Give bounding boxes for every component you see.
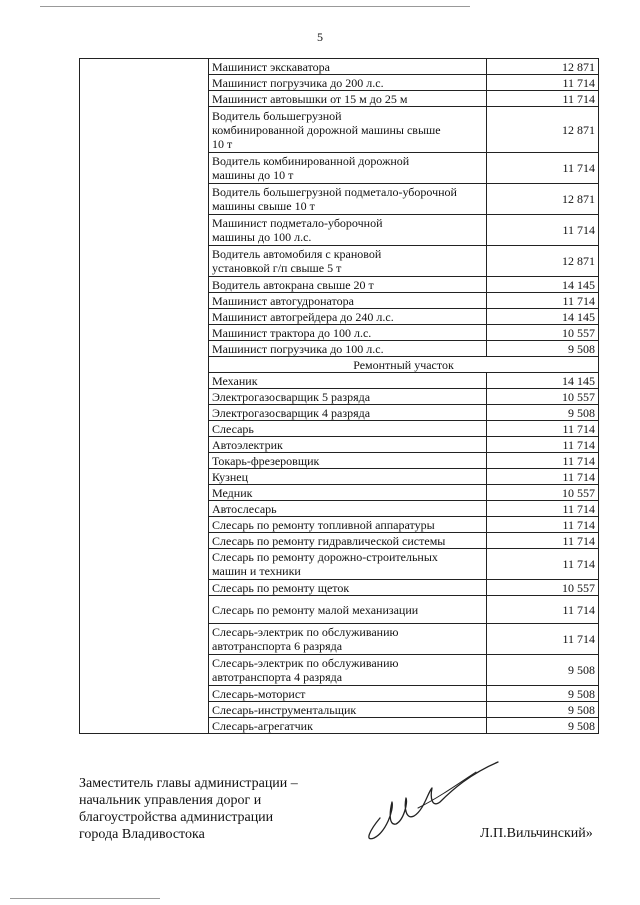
position-title: Медник bbox=[209, 485, 487, 501]
position-title: Автослесарь bbox=[209, 501, 487, 517]
salary-value: 11 714 bbox=[487, 421, 599, 437]
position-title: Машинист погрузчика до 200 л.с. bbox=[209, 75, 487, 91]
footnote-rule bbox=[10, 898, 160, 899]
position-title: Механик bbox=[209, 373, 487, 389]
salary-value: 11 714 bbox=[487, 91, 599, 107]
salary-value: 11 714 bbox=[487, 501, 599, 517]
salary-table bbox=[79, 58, 599, 734]
position-title: Слесарь-инструментальщик bbox=[209, 702, 487, 718]
position-title: Водитель большегрузной комбинированной дорожной машины свыше 10 т bbox=[209, 107, 487, 153]
salary-value: 9 508 bbox=[487, 655, 599, 686]
position-title: Слесарь по ремонту топливной аппаратуры bbox=[209, 517, 487, 533]
salary-value: 10 557 bbox=[487, 580, 599, 596]
position-title: Слесарь bbox=[209, 421, 487, 437]
empty-category-cell bbox=[80, 59, 209, 734]
position-title: Слесарь по ремонту малой механизации bbox=[209, 596, 487, 624]
salary-value: 11 714 bbox=[487, 469, 599, 485]
table-row bbox=[80, 59, 599, 75]
salary-value: 11 714 bbox=[487, 437, 599, 453]
position-title: Машинист автогрейдера до 240 л.с. bbox=[209, 309, 487, 325]
salary-value: 10 557 bbox=[487, 325, 599, 341]
top-rule bbox=[40, 6, 470, 7]
salary-value: 11 714 bbox=[487, 549, 599, 580]
position-title: Слесарь-агрегатчик bbox=[209, 718, 487, 734]
position-title: Машинист автогудронатора bbox=[209, 293, 487, 309]
position-title: Машинист автовышки от 15 м до 25 м bbox=[209, 91, 487, 107]
position-title: Электрогазосварщик 4 разряда bbox=[209, 405, 487, 421]
position-title: Машинист подметало-уборочной машины до 100 л.с. bbox=[209, 215, 487, 246]
salary-value: 11 714 bbox=[487, 624, 599, 655]
salary-value: 12 871 bbox=[487, 184, 599, 215]
position-title: Слесарь по ремонту щеток bbox=[209, 580, 487, 596]
page-number: 5 bbox=[317, 30, 323, 44]
salary-value: 11 714 bbox=[487, 596, 599, 624]
salary-value: 11 714 bbox=[487, 293, 599, 309]
position-title: Слесарь-электрик по обслуживанию автотранспорта 6 разряда bbox=[209, 624, 487, 655]
position-title: Электрогазосварщик 5 разряда bbox=[209, 389, 487, 405]
salary-value: 12 871 bbox=[487, 59, 599, 75]
table-body bbox=[80, 59, 599, 734]
position-title: Слесарь-электрик по обслуживанию автотранспорта 4 разряда bbox=[209, 655, 487, 686]
salary-value: 12 871 bbox=[487, 246, 599, 277]
salary-value: 11 714 bbox=[487, 153, 599, 184]
salary-value: 9 508 bbox=[487, 341, 599, 357]
salary-value: 14 145 bbox=[487, 309, 599, 325]
signature-line-1: Заместитель главы администрации – bbox=[79, 776, 298, 791]
position-title: Слесарь-моторист bbox=[209, 686, 487, 702]
position-title: Водитель комбинированной дорожной машины до 10 т bbox=[209, 153, 487, 184]
salary-value: 9 508 bbox=[487, 686, 599, 702]
salary-value: 9 508 bbox=[487, 405, 599, 421]
salary-value: 14 145 bbox=[487, 277, 599, 293]
position-title: Машинист погрузчика до 100 л.с. bbox=[209, 341, 487, 357]
position-title: Водитель автокрана свыше 20 т bbox=[209, 277, 487, 293]
salary-value: 11 714 bbox=[487, 215, 599, 246]
signature-line-4: города Владивостока bbox=[79, 827, 205, 842]
salary-value: 11 714 bbox=[487, 453, 599, 469]
salary-value: 14 145 bbox=[487, 373, 599, 389]
position-title: Автоэлектрик bbox=[209, 437, 487, 453]
position-title: Машинист трактора до 100 л.с. bbox=[209, 325, 487, 341]
position-title: Водитель большегрузной подметало-уборочной машины свыше 10 т bbox=[209, 184, 487, 215]
position-title: Токарь-фрезеровщик bbox=[209, 453, 487, 469]
position-title: Кузнец bbox=[209, 469, 487, 485]
salary-value: 10 557 bbox=[487, 389, 599, 405]
signature-block bbox=[79, 775, 298, 843]
salary-value: 11 714 bbox=[487, 533, 599, 549]
signature-line-2: начальник управления дорог и bbox=[79, 793, 262, 808]
salary-value: 11 714 bbox=[487, 517, 599, 533]
salary-value: 9 508 bbox=[487, 702, 599, 718]
position-title: Водитель автомобиля с крановой установкой г/п свыше 5 т bbox=[209, 246, 487, 277]
salary-value: 10 557 bbox=[487, 485, 599, 501]
section-heading: Ремонтный участок bbox=[209, 357, 599, 373]
salary-value: 11 714 bbox=[487, 75, 599, 91]
position-title: Машинист экскаватора bbox=[209, 59, 487, 75]
salary-value: 9 508 bbox=[487, 718, 599, 734]
signer-name: Л.П.Вильчинский» bbox=[480, 826, 593, 841]
salary-value: 12 871 bbox=[487, 107, 599, 153]
signature-line-3: благоустройства администрации bbox=[79, 810, 274, 825]
position-title: Слесарь по ремонту гидравлической системы bbox=[209, 533, 487, 549]
position-title: Слесарь по ремонту дорожно-строительных машин и техники bbox=[209, 549, 487, 580]
